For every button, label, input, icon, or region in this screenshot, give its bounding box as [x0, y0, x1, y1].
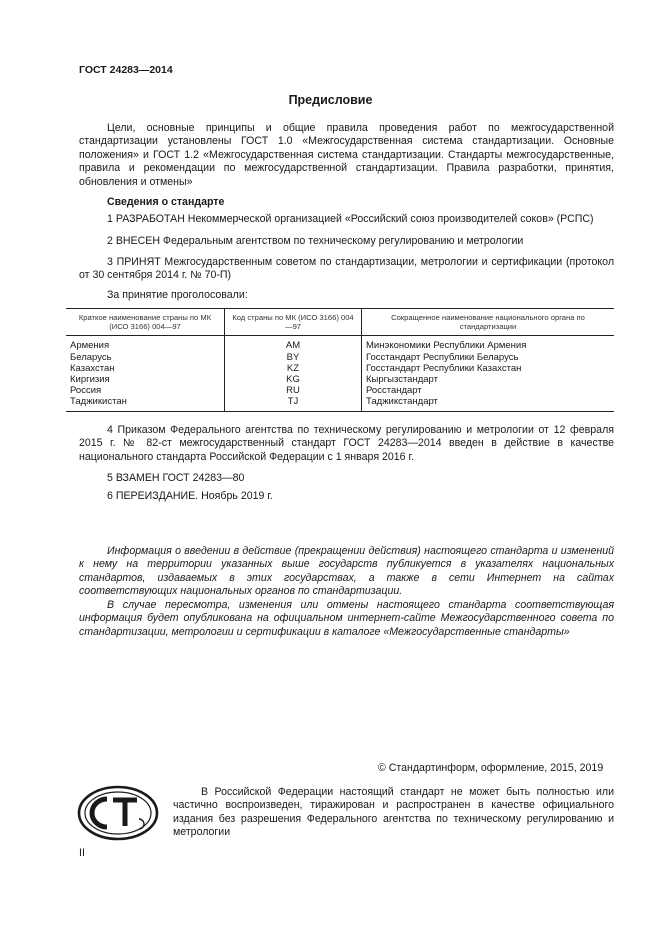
country-code: RU [225, 385, 362, 396]
countries-table [66, 308, 614, 412]
table-header-row [66, 309, 614, 336]
info-item-6: 6 ПЕРЕИЗДАНИЕ. Ноябрь 2019 г. [107, 490, 273, 502]
agency-name: Минэкономики Республики Армения [362, 336, 615, 352]
column-header-agency: Сокращенное наименование национального органа по стандартизации [362, 309, 615, 336]
country-code: KG [225, 374, 362, 385]
country-name: Армения [70, 340, 110, 352]
copyright-line: © Стандартинформ, оформление, 2015, 2019 [378, 762, 604, 774]
table-row [66, 385, 614, 396]
country-code: TJ [225, 396, 362, 411]
voted-label: За принятие проголосовали: [107, 289, 248, 301]
column-header-country: Краткое наименование страны по МК (ИСО 3166) 004—97 [66, 309, 225, 336]
info-item-5: 5 ВЗАМЕН ГОСТ 24283—80 [107, 472, 245, 484]
copyright-notice: В Российской Федерации настоящий стандарт не может быть полностью или частично воспроизведен, тиражирован и распространен в качестве официального издания без разрешения Федерального агентства по техническому регулированию и метрологии [173, 786, 614, 839]
country-code: KZ [225, 363, 362, 374]
country-name: Таджикистан [66, 396, 225, 411]
certification-logo-icon [77, 785, 159, 841]
info-item-1: 1 РАЗРАБОТАН Некоммерческой организацией «Российский союз производителей соков» (РСПС) [107, 213, 594, 225]
page-title: Предисловие [288, 93, 373, 107]
table-row [66, 396, 614, 411]
agency-name: Кыргызстандарт [362, 374, 615, 385]
agency-name: Росстандарт [362, 385, 615, 396]
info-item-4: 4 Приказом Федерального агентства по техническому регулированию и метрологии от 12 февраля 2015 г. № 82-ст межгосударственный стандарт ГОСТ 24283—2014 введен в действие в качестве национального стандарта Российской Федерации с 1 января 2016 г. [79, 424, 614, 463]
table-row [66, 336, 614, 352]
agency-name: Госстандарт Республики Беларусь [362, 352, 615, 363]
agency-name: Таджикстандарт [362, 396, 615, 411]
info-item-2: 2 ВНЕСЕН Федеральным агентством по техническому регулированию и метрологии [107, 235, 524, 247]
country-name: Казахстан [70, 362, 115, 374]
section-heading: Сведения о стандарте [107, 196, 225, 208]
country-name: Россия [70, 385, 102, 397]
country-code: BY [225, 352, 362, 363]
country-name: Беларусь [70, 351, 112, 363]
table-row [66, 352, 614, 363]
info-item-3: 3 ПРИНЯТ Межгосударственным советом по стандартизации, метрологии и сертификации (протокол от 30 сентября 2014 г. № 70-П) [79, 256, 614, 282]
column-header-code: Код страны по МК (ИСО 3166) 004—97 [225, 309, 362, 336]
table-row [66, 374, 614, 385]
page-number: II [79, 847, 85, 859]
info-note-2: В случае пересмотра, изменения или отмены настоящего стандарта соответствующая информация будет опубликована на официальном интернет-сайте Межгосударственного совета по стандартизации, метрологии и сертификации в каталоге «Межгосударственные стандарты» [79, 599, 614, 638]
country-name: Киргизия [70, 374, 110, 386]
intro-paragraph: Цели, основные принципы и общие правила проведения работ по межгосударственной стандартизации установлены ГОСТ 1.0 «Межгосударственная система стандартизации. Основные положения» и ГОСТ 1.2 «Межгосударственная система стандартизации. Стандарты межгосударственные, правила и рекомендации по межгосударственной стандартизации. Правила разработки, принятия, обновления и отмены» [79, 122, 614, 188]
table-row [66, 363, 614, 374]
country-code: AM [225, 336, 362, 352]
standard-code: ГОСТ 24283—2014 [79, 64, 173, 76]
info-note-1: Информация о введении в действие (прекращении действия) настоящего стандарта и изменений к нему на территории указанных выше государств публикуется в указателях национальных стандартов, издаваемых в этих государствах, а также в сети Интернет на сайтах соответствующих национальных органов по стандартизации. [79, 545, 614, 598]
agency-name: Госстандарт Республики Казахстан [362, 363, 615, 374]
